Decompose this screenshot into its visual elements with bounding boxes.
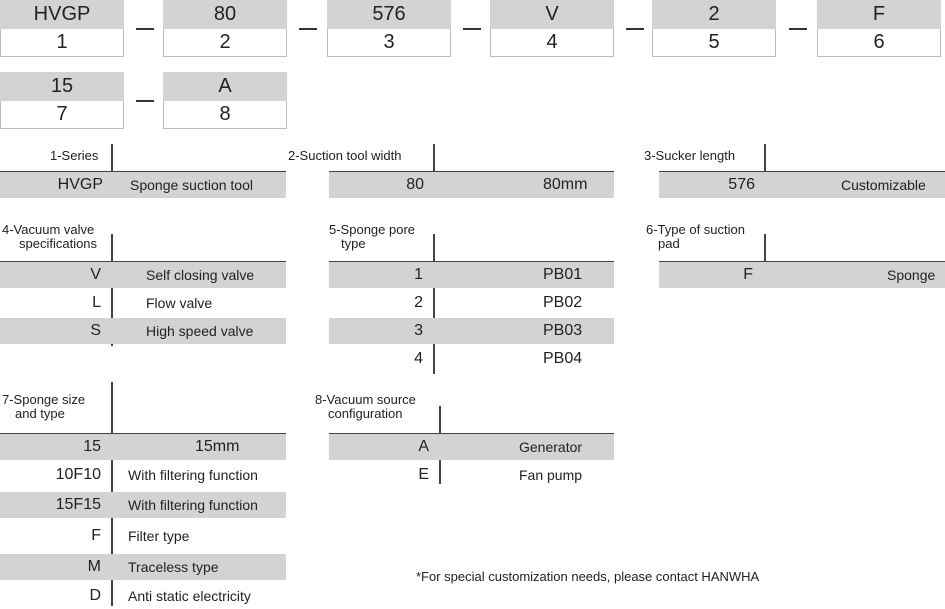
table-title: 8-Vacuum source — [315, 392, 416, 407]
table-row: 1 PB01 — [329, 262, 614, 288]
code-box-4 — [490, 0, 614, 58]
table-row: 10F10 With filtering function — [55, 466, 258, 483]
separator-dash — [299, 28, 317, 30]
code-box-1 — [0, 0, 124, 58]
table-row: 2 PB02 — [414, 294, 583, 311]
code-box-2 — [163, 0, 287, 58]
table-row: V Self closing valve — [0, 262, 286, 288]
table-title: 6-Type of suction — [646, 222, 745, 237]
code-value: 2 — [652, 0, 776, 29]
table-row: A Generator — [329, 434, 614, 460]
code-value: HVGP — [0, 0, 124, 29]
separator-dash — [463, 28, 481, 30]
code-box-5 — [652, 0, 776, 58]
code-index: 7 — [0, 101, 124, 129]
code-value: V — [490, 0, 614, 29]
table-title: pad — [658, 236, 680, 251]
code-box-8 — [163, 72, 287, 130]
table-title: 4-Vacuum valve — [2, 222, 95, 237]
code-value: 80 — [163, 0, 287, 29]
code-value: F — [817, 0, 941, 29]
table-row: 15 15mm — [0, 434, 286, 460]
footnote: *For special customization needs, please contact HANWHA — [416, 569, 760, 584]
table-row: 4 PB04 — [414, 350, 583, 367]
code-box-6 — [817, 0, 941, 58]
table-row: E Fan pump — [418, 466, 583, 483]
separator-dash — [789, 28, 807, 30]
table-row: 80 80mm — [329, 172, 614, 198]
table-row: L Flow valve — [92, 294, 213, 311]
code-index: 2 — [163, 29, 287, 57]
table-row: M Traceless type — [0, 554, 286, 580]
code-index: 6 — [817, 29, 941, 57]
table-title: configuration — [328, 406, 403, 421]
code-value: 576 — [327, 0, 451, 29]
code-value: 15 — [0, 72, 124, 101]
table-title: 2-Suction tool width — [288, 148, 402, 163]
code-index: 3 — [327, 29, 451, 57]
separator-dash — [626, 28, 644, 30]
separator-dash — [136, 28, 154, 30]
table-title: and type — [15, 406, 65, 421]
table-row: HVGP Sponge suction tool — [0, 172, 286, 198]
table-row: S High speed valve — [0, 318, 286, 344]
code-box-7 — [0, 72, 124, 130]
code-box-3 — [327, 0, 451, 58]
code-value: A — [163, 72, 287, 101]
table-row: 3 PB03 — [329, 318, 614, 344]
code-index: 4 — [490, 29, 614, 57]
table-row: D Anti static electricity — [89, 587, 251, 604]
table-title: 3-Sucker length — [644, 148, 736, 163]
table-row: F Sponge — [659, 262, 945, 288]
table-title: 5-Sponge pore — [329, 222, 416, 237]
code-index: 5 — [652, 29, 776, 57]
code-index: 1 — [0, 29, 124, 57]
code-index: 8 — [163, 101, 287, 129]
separator-dash — [136, 100, 154, 102]
table-row: F Filter type — [91, 527, 190, 544]
table-title: 7-Sponge size — [2, 392, 86, 407]
table-title: 1-Series — [50, 148, 99, 163]
table-row: 576 Customizable — [659, 172, 945, 198]
table-title: type — [341, 236, 366, 251]
table-row: 15F15 With filtering function — [0, 492, 286, 518]
table-title: specifications — [19, 236, 98, 251]
